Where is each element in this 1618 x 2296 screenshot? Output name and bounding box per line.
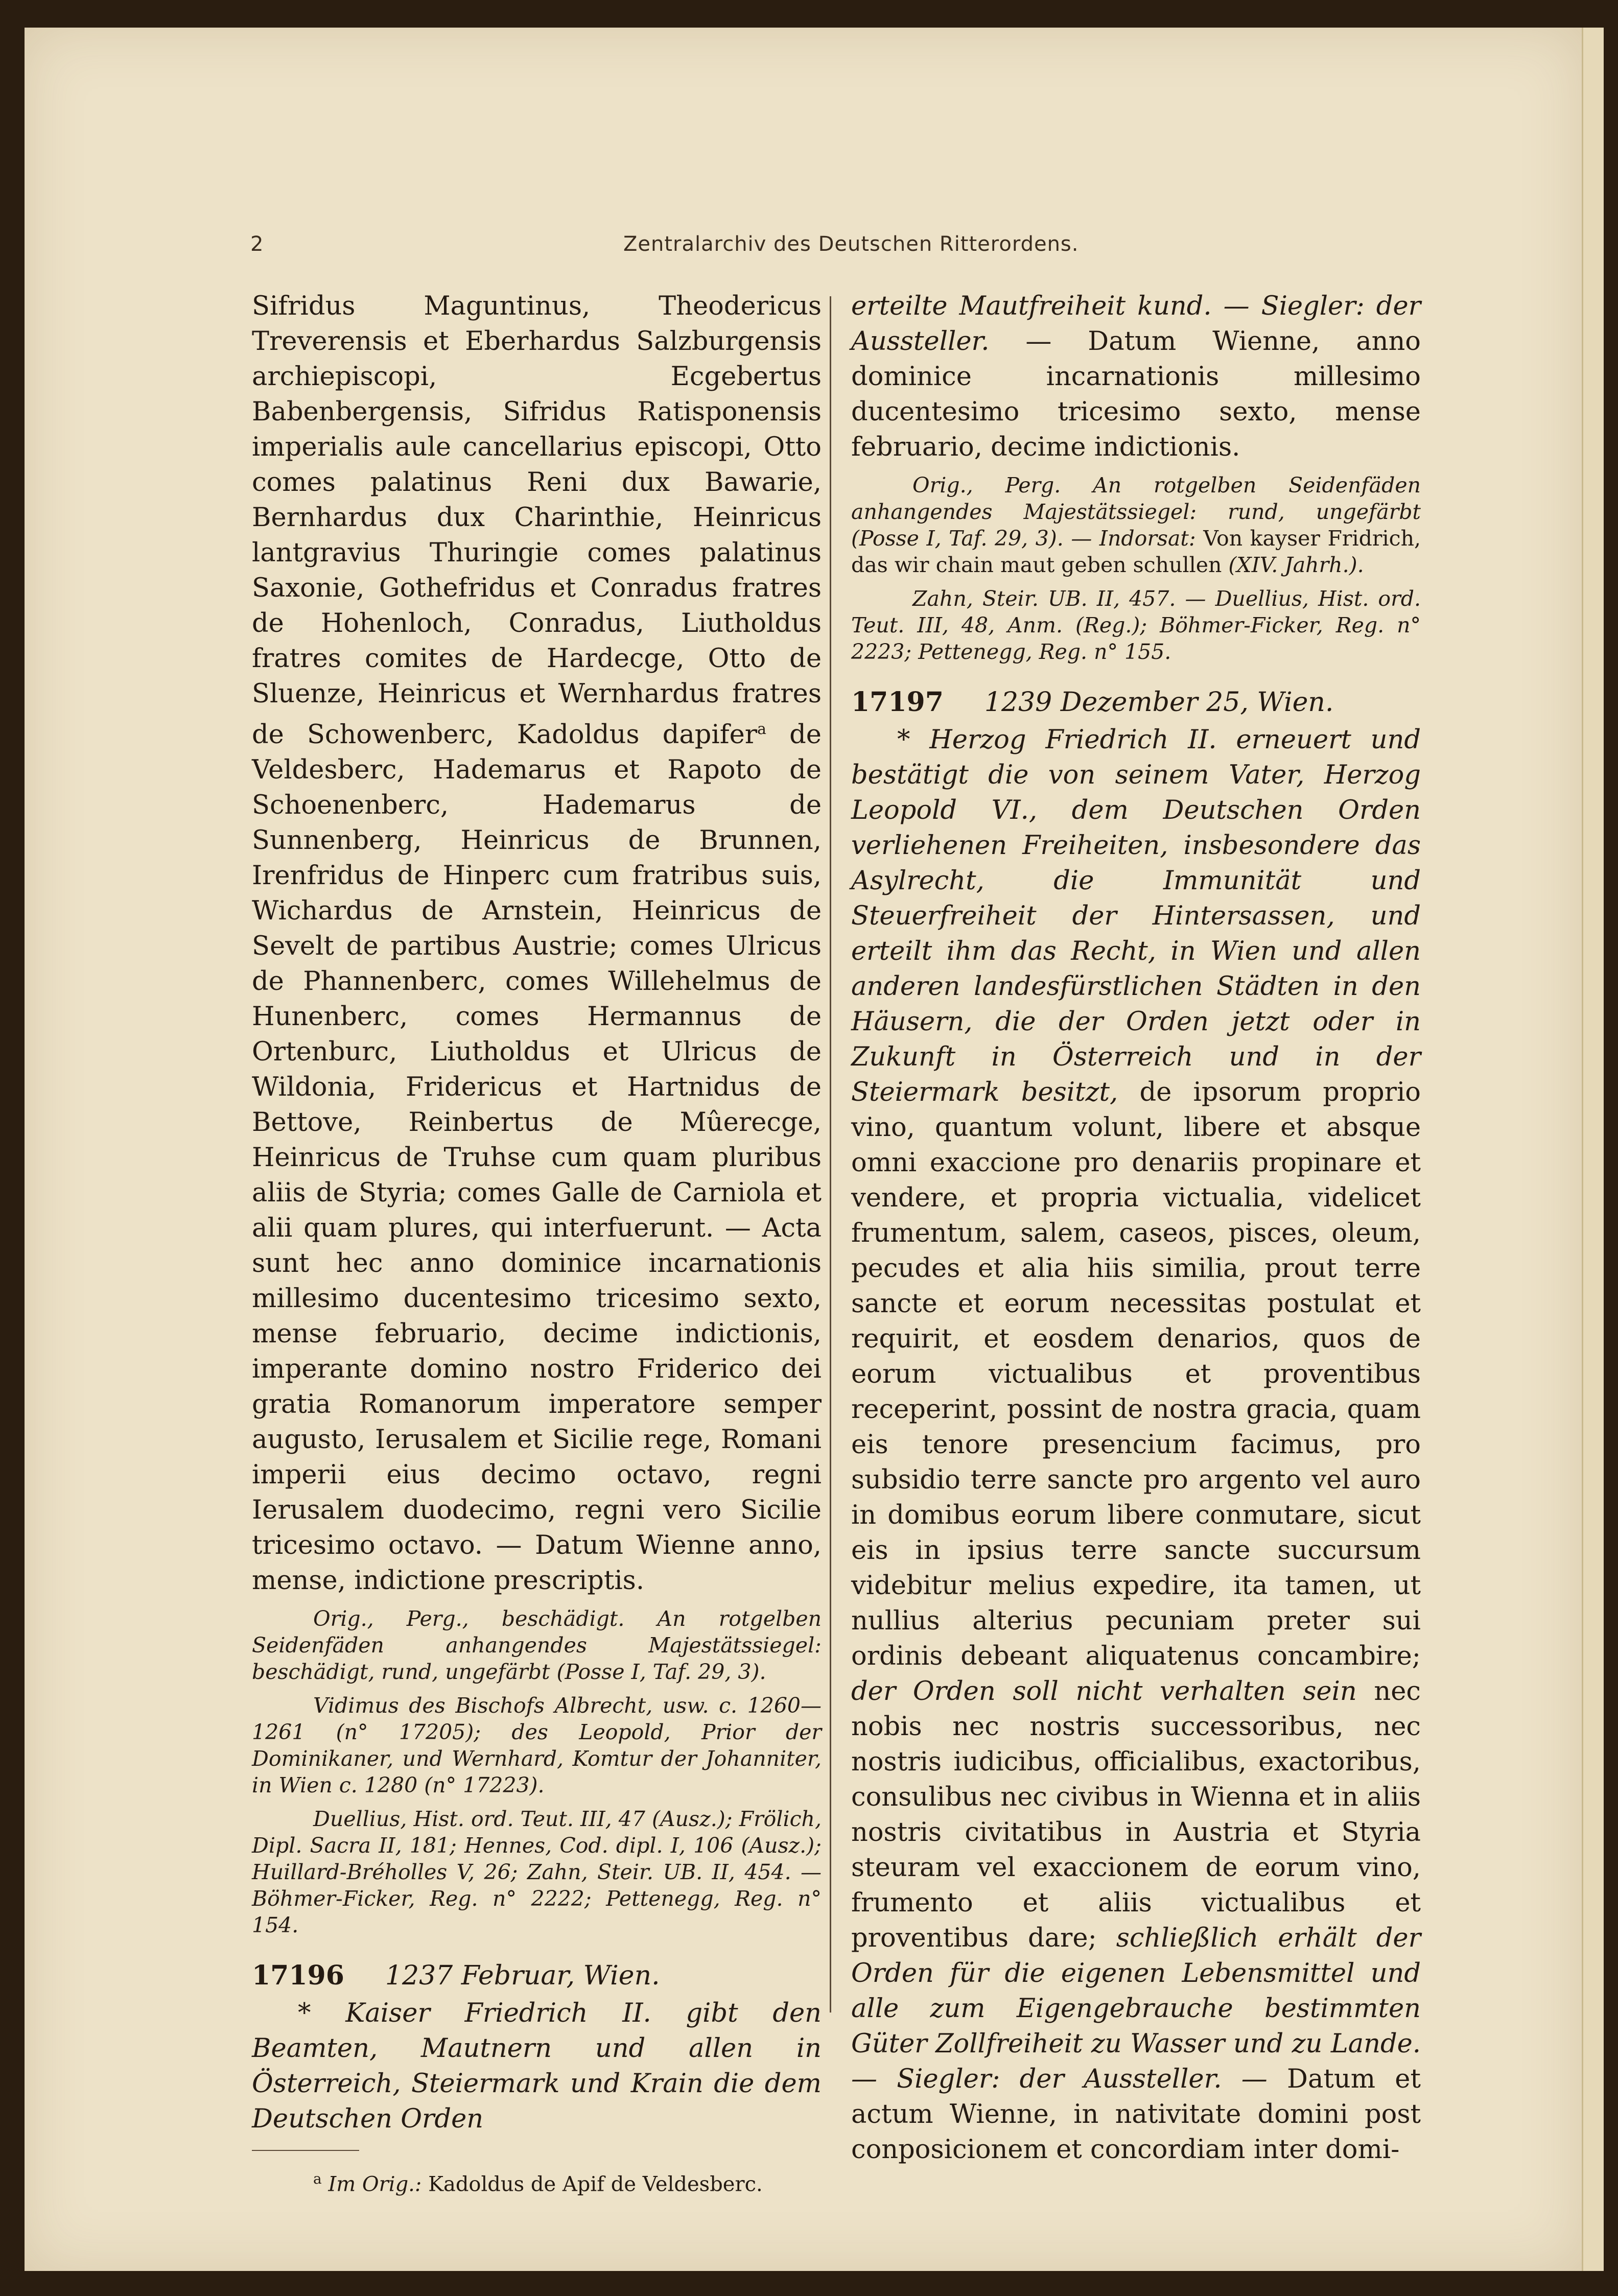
regest-german: der Orden soll nicht verhalten sein (851, 1676, 1357, 1707)
footnote-prefix: Im Orig.: (328, 2172, 422, 2196)
entry-regest (851, 722, 1421, 2167)
charter-text-part2: de Veldesberc, Hademarus et Rapoto de Schoenenberc, Hademarus de Sunnenberg, Heinricus de Brunnen, Irenfridus de Hinperc cum fratribus suis, Wichardus de Arnstein, Heinricus de Sevelt de partibus Austrie; comes Ulricus de Phannenberc, comes Willehelmus de Hunenberc, comes Hermannus de Ortenburc, Liutholdus et Ulricus de Wildonia, Fridericus et Hartnidus de Bettove, Reinbertus de Mûerecge, Heinricus de Truhse cum quam pluribus aliis de Styria; comes Galle de Carniola et alii quam plures, qui interfuerunt. — Acta sunt hec anno dominice incarnationis millesimo ducentesimo tricesimo sexto, mense februario, decime indictionis, imperante domino nostro Friderico dei gratia Romanorum imperatore semper augusto, Ierusalem et Sicilie rege, Romani imperii eius decimo octavo, regni Ierusalem duodecimo, regni vero Sicilie tricesimo octavo. — Datum Wienne anno, mense, indictione prescriptis. (252, 720, 822, 1596)
entry-heading (252, 1956, 822, 1996)
charter-text (252, 289, 822, 1598)
source-note (851, 472, 1421, 578)
page-number: 2 (250, 232, 264, 256)
regest-latin: Datum et actum Wienne, in nativitate domini post conposicionem et concordiam inter domi- (851, 2064, 1421, 2165)
column-divider (830, 296, 831, 2013)
dating-clause: — Datum Wienne, anno dominice incarnationis millesimo ducentesimo tricesimo sexto, mense februario, decime indictionis. (851, 326, 1421, 462)
charter-text-part1: Sifridus Maguntinus, Theodericus Treverensis et Eberhardus Salzburgensis archiepiscopi, Ecgebertus Babenbergensis, Sifridus Ratisponensis imperialis aule cancellarius episcopi, Otto comes palatinus Reni dux Bawarie, Bernhardus dux Charinthie, Heinricus lantgravius Thuringie comes palatinus Saxonie, Gothefridus et Conradus fratres de Hohenloch, Conradus, Liutholdus fratres comites de Hardecge, Otto de Sluenze, Heinricus et Wernhardus fratres de Schowenberc, Kadoldus dapifer (252, 291, 822, 750)
regest-german: schließlich erhält der Orden für die eigenen Lebensmittel und alle zum Eigengebrauche bestimmten Güter Zollfreiheit zu Wasser und zu Lande. — Siegler: der Aussteller. — (851, 1923, 1421, 2094)
entry-date: 1237 Februar, Wien. (385, 1960, 660, 1991)
source-note: Vidimus des Bischofs Albrecht, usw. c. 1260—1261 (n° 17205); des Leopold, Prior der Dominikaner, und Wernhard, Komtur der Johanniter, in Wien c. 1280 (n° 17223). (252, 1693, 822, 1797)
entry-heading (851, 682, 1421, 722)
footnote-text: Kadoldus de Apif de Veldesberc. (428, 2172, 763, 2196)
page-edge (1582, 28, 1604, 2271)
regest-latin: nec nobis nec nostris successoribus, nec nostris iudicibus, officialibus, exactoribus, consulibus nec civibus in Wienna et in aliis nostris civitatibus in Austria et Styria steuram vel exaccionem de eorum vino, frumento et aliis victualibus et proventibus dare; (851, 1676, 1421, 1953)
left-column (252, 289, 822, 2197)
endorsement-text: Von kayser Fridrich, das wir chain maut geben schullen (851, 526, 1421, 577)
entry-number: 17196 (252, 1960, 344, 1991)
regest-german: * Herzog Friedrich II. erneuert und bestätigt die von seinem Vater, Herzog Leopold VI., dem Deutschen Orden verliehenen Freiheiten, insbesondere das Asylrecht, die Immunität und Steuerfreiheit der Hintersassen, und erteilt ihm das Recht, in Wien und allen anderen landesfürstlichen Städten in den Häusern, die der Orden jetzt oder in Zukunft in Österreich und in der Steiermark besitzt, (851, 725, 1421, 1107)
right-column (851, 289, 1421, 2167)
running-head (250, 232, 1352, 268)
entry-date: 1239 Dezember 25, Wien. (984, 687, 1334, 718)
regest-continued: erteilte Mautfreiheit kund. — Siegler: der Aussteller. (851, 291, 1421, 357)
charter-text-continued (851, 289, 1421, 465)
footnote (313, 2166, 822, 2197)
source-note-part: (XIV. Jahrh.). (1222, 553, 1364, 577)
running-title: Zentralarchiv des Deutschen Ritterordens. (623, 232, 1079, 256)
entry-regest: * Kaiser Friedrich II. gibt den Beamten, Mautnern und allen in Österreich, Steiermark und Krain die dem Deutschen Orden (252, 1998, 822, 2134)
footnote-marker: a (757, 720, 767, 738)
footnote-divider (252, 2150, 359, 2151)
footnote-marker: a (313, 2170, 322, 2187)
regest-latin: de ipsorum proprio vino, quantum volunt, libere et absque omni exaccione pro denariis propinare et vendere, et propria victualia, videlicet frumentum, salem, caseos, pisces, oleum, pecudes et alia hiis similia, prout terre sancte et eorum necessitas postulat et requirit, et eosdem denarios, quos de eorum victualibus et proventibus receperint, possint de nostra gracia, quam eis tenore presencium facimus, pro subsidio terre sancte pro argento vel auro in domibus eorum libere conmutare, sicut eis in ipsius terre sancte succursum videbitur melius expedire, ita tamen, ut nullius alterius pecuniam preter sui ordinis debeant aliquatenus concambire; (851, 1077, 1421, 1671)
source-note: Orig., Perg., beschädigt. An rotgelben Seidenfäden anhangendes Majestätssiegel: beschädigt, rund, ungefärbt (Posse I, Taf. 29, 3). (252, 1606, 822, 1684)
source-note: Zahn, Steir. UB. II, 457. — Duellius, Hist. ord. Teut. III, 48, Anm. (Reg.); Böhmer-Ficker, Reg. n° 2223; Pettenegg, Reg. n° 155. (851, 586, 1421, 664)
source-note-part: Orig., Perg. An rotgelben Seidenfäden anhangendes Majestätssiegel: rund, ungefärbt (Posse I, Taf. 29, 3). — Indorsat: (851, 473, 1421, 551)
source-note: Duellius, Hist. ord. Teut. III, 47 (Ausz.); Frölich, Dipl. Sacra II, 181; Hennes, Cod. dipl. I, 106 (Ausz.); Huillard-Bréholles V, 26; Zahn, Steir. UB. II, 454. — Böhmer-Ficker, Reg. n° 2222; Pettenegg, Reg. n° 154. (252, 1807, 822, 1937)
entry-number: 17197 (851, 687, 944, 718)
